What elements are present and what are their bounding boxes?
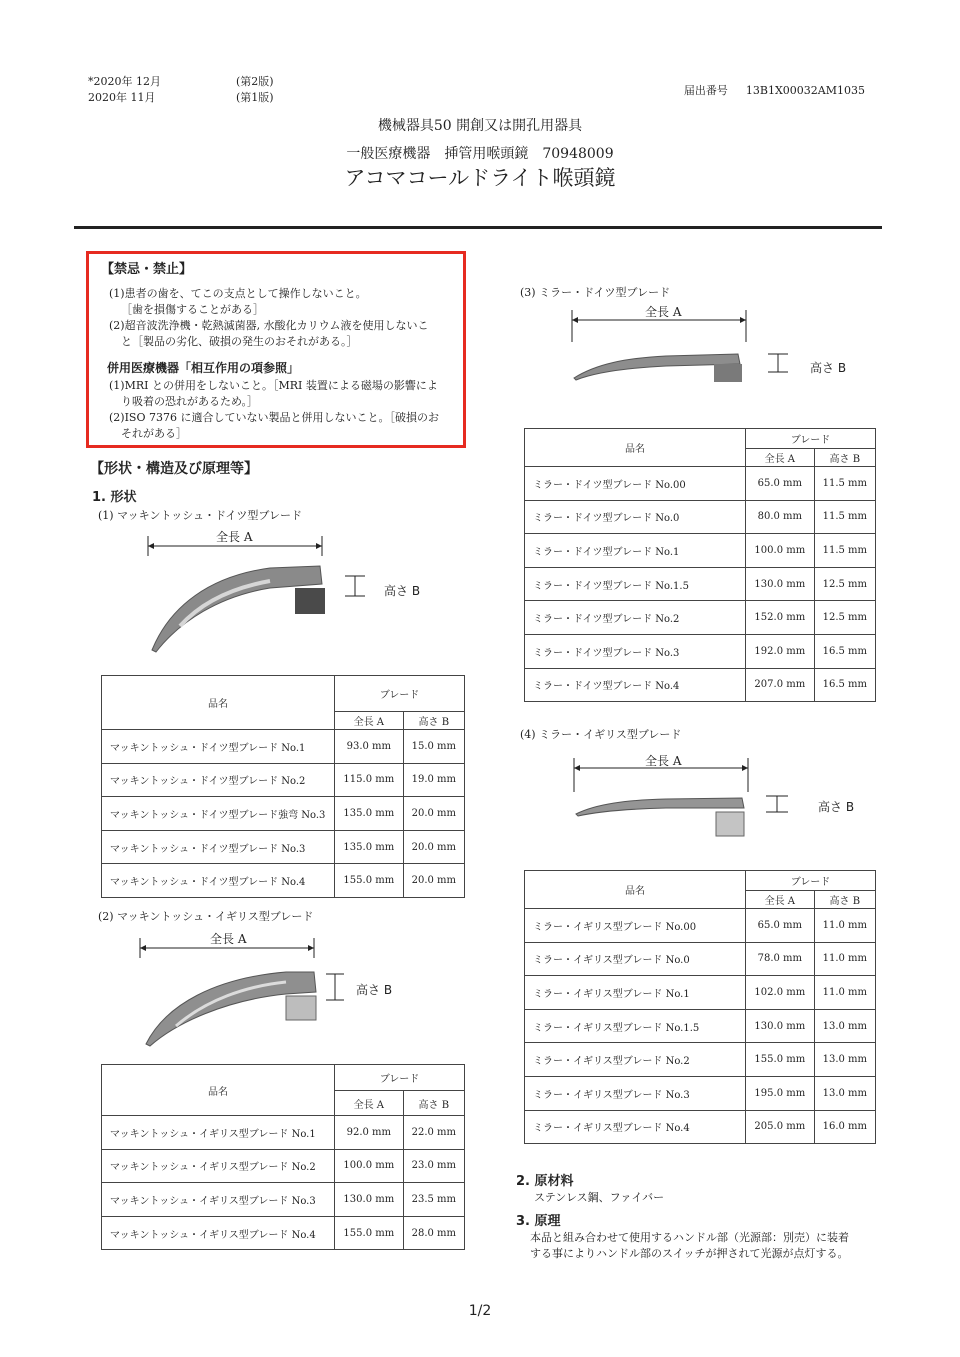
height-b-cell: 13.0 mm xyxy=(814,1076,875,1110)
table-row xyxy=(525,942,876,976)
warning-line: それがある］ xyxy=(121,427,187,440)
blade-name-cell: ミラー・ドイツ型ブレード No.1.5 xyxy=(525,567,746,601)
revision-dates xyxy=(88,74,274,106)
length-a-cell: 102.0 mm xyxy=(746,976,815,1010)
blade-name-cell: マッキントッシュ・ドイツ型ブレード No.2 xyxy=(102,763,335,797)
header-height-cell: 高さ B xyxy=(403,712,464,730)
header-blade-cell: ブレード xyxy=(335,1065,465,1091)
header-length-cell: 全長 A xyxy=(746,891,815,909)
header-length-cell: 全長 A xyxy=(335,712,404,730)
blade-name-cell: マッキントッシュ・ドイツ型ブレード No.1 xyxy=(102,730,335,764)
registration-label: 届出番号 xyxy=(683,84,728,97)
warning-line: (2)超音波洗浄機・乾熱滅菌器, 水酸化カリウム液を使用しないこ xyxy=(109,319,429,332)
length-a-cell: 155.0 mm xyxy=(335,1216,404,1250)
length-a-cell: 78.0 mm xyxy=(746,942,815,976)
length-a-cell: 135.0 mm xyxy=(335,830,404,864)
warning-line: (2)ISO 7376 に適合していない製品と併用しないこと。［破損のお xyxy=(109,411,439,424)
blade-name-cell: ミラー・ドイツ型ブレード No.1 xyxy=(525,534,746,568)
blade-name-cell: マッキントッシュ・ドイツ型ブレード No.4 xyxy=(102,864,335,898)
spec-table-macintosh-german xyxy=(101,675,465,898)
table-row xyxy=(102,730,465,764)
height-b-cell: 11.5 mm xyxy=(814,500,875,534)
principle-text xyxy=(530,1230,849,1262)
warning-line: (1)MRI との併用をしないこと。［MRI 装置による磁場の影響によ xyxy=(109,379,438,392)
revision-date: 2020年 11月 xyxy=(88,91,156,104)
page-number: 1/2 xyxy=(468,1303,492,1319)
warning-line: ［歯を損傷することがある］ xyxy=(121,303,264,316)
length-a-cell: 93.0 mm xyxy=(335,730,404,764)
table-2-title: (2) マッキントッシュ・イギリス型ブレード xyxy=(98,910,314,923)
length-a-cell: 155.0 mm xyxy=(335,864,404,898)
height-b-cell: 19.0 mm xyxy=(403,763,464,797)
header-name-cell: 品名 xyxy=(525,429,746,467)
blade-name-cell: マッキントッシュ・イギリス型ブレード No.4 xyxy=(102,1216,335,1250)
blade-name-cell: ミラー・イギリス型ブレード No.3 xyxy=(525,1076,746,1110)
header-height-cell: 高さ B xyxy=(814,449,875,467)
section-1-heading: 1. 形状 xyxy=(92,490,137,505)
height-b-label: 高さ B xyxy=(356,983,393,997)
table-row xyxy=(102,797,465,831)
height-b-label: 高さ B xyxy=(384,584,421,598)
length-a-cell: 65.0 mm xyxy=(746,467,815,501)
length-a-cell: 80.0 mm xyxy=(746,500,815,534)
header-name-cell: 品名 xyxy=(102,676,335,730)
height-b-cell: 11.5 mm xyxy=(814,467,875,501)
height-b-label: 高さ B xyxy=(818,800,855,814)
table-row xyxy=(525,1076,876,1110)
length-a-cell: 135.0 mm xyxy=(335,797,404,831)
table-row xyxy=(525,1043,876,1077)
length-a-cell: 130.0 mm xyxy=(746,1009,815,1043)
length-a-cell: 152.0 mm xyxy=(746,601,815,635)
revision-date: *2020年 12月 xyxy=(88,75,161,88)
registration-number: 13B1X00032AM1035 xyxy=(745,84,865,97)
revision-edition: (第1版) xyxy=(236,91,274,104)
contraindication-heading: 【禁忌・禁止】 xyxy=(101,262,193,277)
height-b-cell: 23.0 mm xyxy=(403,1149,464,1183)
section-3-heading: 3. 原理 xyxy=(516,1214,561,1229)
combined-device-heading: 併用医療機器「相互作用の項参照」 xyxy=(107,361,300,375)
height-b-cell: 13.0 mm xyxy=(814,1009,875,1043)
contraindication-box xyxy=(86,251,466,448)
height-b-cell: 12.5 mm xyxy=(814,601,875,635)
table-header-row xyxy=(102,676,465,712)
length-a-label: 全長 A xyxy=(210,932,247,946)
height-b-cell: 11.0 mm xyxy=(814,942,875,976)
length-a-label: 全長 A xyxy=(645,305,682,319)
warning-line: と［製品の劣化、破損の発生のおそれがある。］ xyxy=(121,335,358,348)
blade-name-cell: マッキントッシュ・イギリス型ブレード No.1 xyxy=(102,1116,335,1150)
length-a-cell: 155.0 mm xyxy=(746,1043,815,1077)
blade-name-cell: ミラー・イギリス型ブレード No.00 xyxy=(525,909,746,943)
height-b-cell: 11.0 mm xyxy=(814,976,875,1010)
blade-name-cell: マッキントッシュ・ドイツ型ブレード強弯 No.3 xyxy=(102,797,335,831)
header-blade-cell: ブレード xyxy=(335,676,465,712)
height-b-cell: 11.5 mm xyxy=(814,534,875,568)
table-row xyxy=(525,567,876,601)
registration xyxy=(684,82,865,98)
length-a-cell: 130.0 mm xyxy=(335,1183,404,1217)
table-3-title: (3) ミラー・ドイツ型ブレード xyxy=(520,286,671,299)
classification-line: 機械器具50 開創又は開孔用器具 xyxy=(377,118,583,134)
table-row xyxy=(525,500,876,534)
table-row xyxy=(102,1183,465,1217)
blade-name-cell: ミラー・ドイツ型ブレード No.4 xyxy=(525,668,746,702)
length-a-cell: 205.0 mm xyxy=(746,1110,815,1144)
spec-table-miller-english xyxy=(524,870,876,1144)
blade-name-cell: ミラー・ドイツ型ブレード No.00 xyxy=(525,467,746,501)
table-row xyxy=(525,1110,876,1144)
height-b-cell: 22.0 mm xyxy=(403,1116,464,1150)
height-b-cell: 11.0 mm xyxy=(814,909,875,943)
warning-line: り吸着の恐れがあるため。］ xyxy=(121,395,259,408)
table-row xyxy=(102,864,465,898)
section-2-heading: 2. 原材料 xyxy=(516,1174,574,1189)
header-name-cell: 品名 xyxy=(102,1065,335,1116)
header-divider xyxy=(74,226,882,229)
length-a-cell: 130.0 mm xyxy=(746,567,815,601)
blade-name-cell: ミラー・イギリス型ブレード No.1.5 xyxy=(525,1009,746,1043)
table-row xyxy=(102,1216,465,1250)
table-header-row xyxy=(525,871,876,891)
header-blade-cell: ブレード xyxy=(746,429,876,449)
table-row xyxy=(525,668,876,702)
length-a-cell: 115.0 mm xyxy=(335,763,404,797)
height-b-cell: 20.0 mm xyxy=(403,864,464,898)
blade-name-cell: ミラー・イギリス型ブレード No.4 xyxy=(525,1110,746,1144)
header-length-cell: 全長 A xyxy=(746,449,815,467)
length-a-cell: 195.0 mm xyxy=(746,1076,815,1110)
table-row xyxy=(102,1149,465,1183)
height-b-label: 高さ B xyxy=(810,361,847,375)
blade-name-cell: マッキントッシュ・ドイツ型ブレード No.3 xyxy=(102,830,335,864)
height-b-cell: 16.0 mm xyxy=(814,1110,875,1144)
blade-name-cell: ミラー・ドイツ型ブレード No.3 xyxy=(525,634,746,668)
header-height-cell: 高さ B xyxy=(814,891,875,909)
blade-name-cell: ミラー・イギリス型ブレード No.0 xyxy=(525,942,746,976)
warning-line: (1)患者の歯を、てこの支点として操作しないこと。 xyxy=(109,287,367,300)
blade-name-cell: マッキントッシュ・イギリス型ブレード No.3 xyxy=(102,1183,335,1217)
principle-line: 本品と組み合わせて使用するハンドル部（光源部：別売）に装着 xyxy=(530,1231,849,1244)
principle-line: する事によりハンドル部のスイッチが押されて光源が点灯する。 xyxy=(530,1247,849,1260)
length-a-label: 全長 A xyxy=(645,754,682,768)
length-a-cell: 100.0 mm xyxy=(335,1149,404,1183)
blade-name-cell: ミラー・ドイツ型ブレード No.2 xyxy=(525,601,746,635)
header-name-cell: 品名 xyxy=(525,871,746,909)
blade-name-cell: ミラー・ドイツ型ブレード No.0 xyxy=(525,500,746,534)
height-b-cell: 15.0 mm xyxy=(403,730,464,764)
header-height-cell: 高さ B xyxy=(403,1091,464,1116)
table-row xyxy=(525,1009,876,1043)
length-a-cell: 65.0 mm xyxy=(746,909,815,943)
height-b-cell: 16.5 mm xyxy=(814,668,875,702)
revision-edition: (第2版) xyxy=(236,75,274,88)
height-b-cell: 12.5 mm xyxy=(814,567,875,601)
table-row xyxy=(525,467,876,501)
header-length-cell: 全長 A xyxy=(335,1091,404,1116)
height-b-cell: 23.5 mm xyxy=(403,1183,464,1217)
table-row xyxy=(102,830,465,864)
height-b-cell: 20.0 mm xyxy=(403,830,464,864)
classification-line: 一般医療機器 挿管用喉頭鏡 70948009 xyxy=(346,146,614,162)
classification xyxy=(0,112,960,168)
table-row xyxy=(525,976,876,1010)
document-title: アコマコールドライト喉頭鏡 xyxy=(344,166,616,190)
spec-table-miller-german xyxy=(524,428,876,702)
header-blade-cell: ブレード xyxy=(746,871,876,891)
spec-table-macintosh-english xyxy=(101,1064,465,1250)
table-4-title: (4) ミラー・イギリス型ブレード xyxy=(520,728,682,741)
height-b-cell: 16.5 mm xyxy=(814,634,875,668)
length-a-cell: 100.0 mm xyxy=(746,534,815,568)
length-a-label: 全長 A xyxy=(216,530,253,544)
length-a-cell: 92.0 mm xyxy=(335,1116,404,1150)
table-row xyxy=(525,601,876,635)
blade-name-cell: ミラー・イギリス型ブレード No.2 xyxy=(525,1043,746,1077)
height-b-cell: 28.0 mm xyxy=(403,1216,464,1250)
height-b-cell: 13.0 mm xyxy=(814,1043,875,1077)
table-1-title: (1) マッキントッシュ・ドイツ型ブレード xyxy=(98,509,302,522)
table-row xyxy=(525,634,876,668)
materials-text: ステンレス鋼、ファイバー xyxy=(534,1191,665,1204)
blade-name-cell: ミラー・イギリス型ブレード No.1 xyxy=(525,976,746,1010)
table-row xyxy=(102,1116,465,1150)
height-b-cell: 20.0 mm xyxy=(403,797,464,831)
table-header-row xyxy=(525,429,876,449)
section-shape-heading: 【形状・構造及び原理等】 xyxy=(90,461,258,477)
table-row xyxy=(102,763,465,797)
blade-name-cell: マッキントッシュ・イギリス型ブレード No.2 xyxy=(102,1149,335,1183)
table-row xyxy=(525,534,876,568)
length-a-cell: 207.0 mm xyxy=(746,668,815,702)
length-a-cell: 192.0 mm xyxy=(746,634,815,668)
table-row xyxy=(525,909,876,943)
table-header-row xyxy=(102,1065,465,1091)
